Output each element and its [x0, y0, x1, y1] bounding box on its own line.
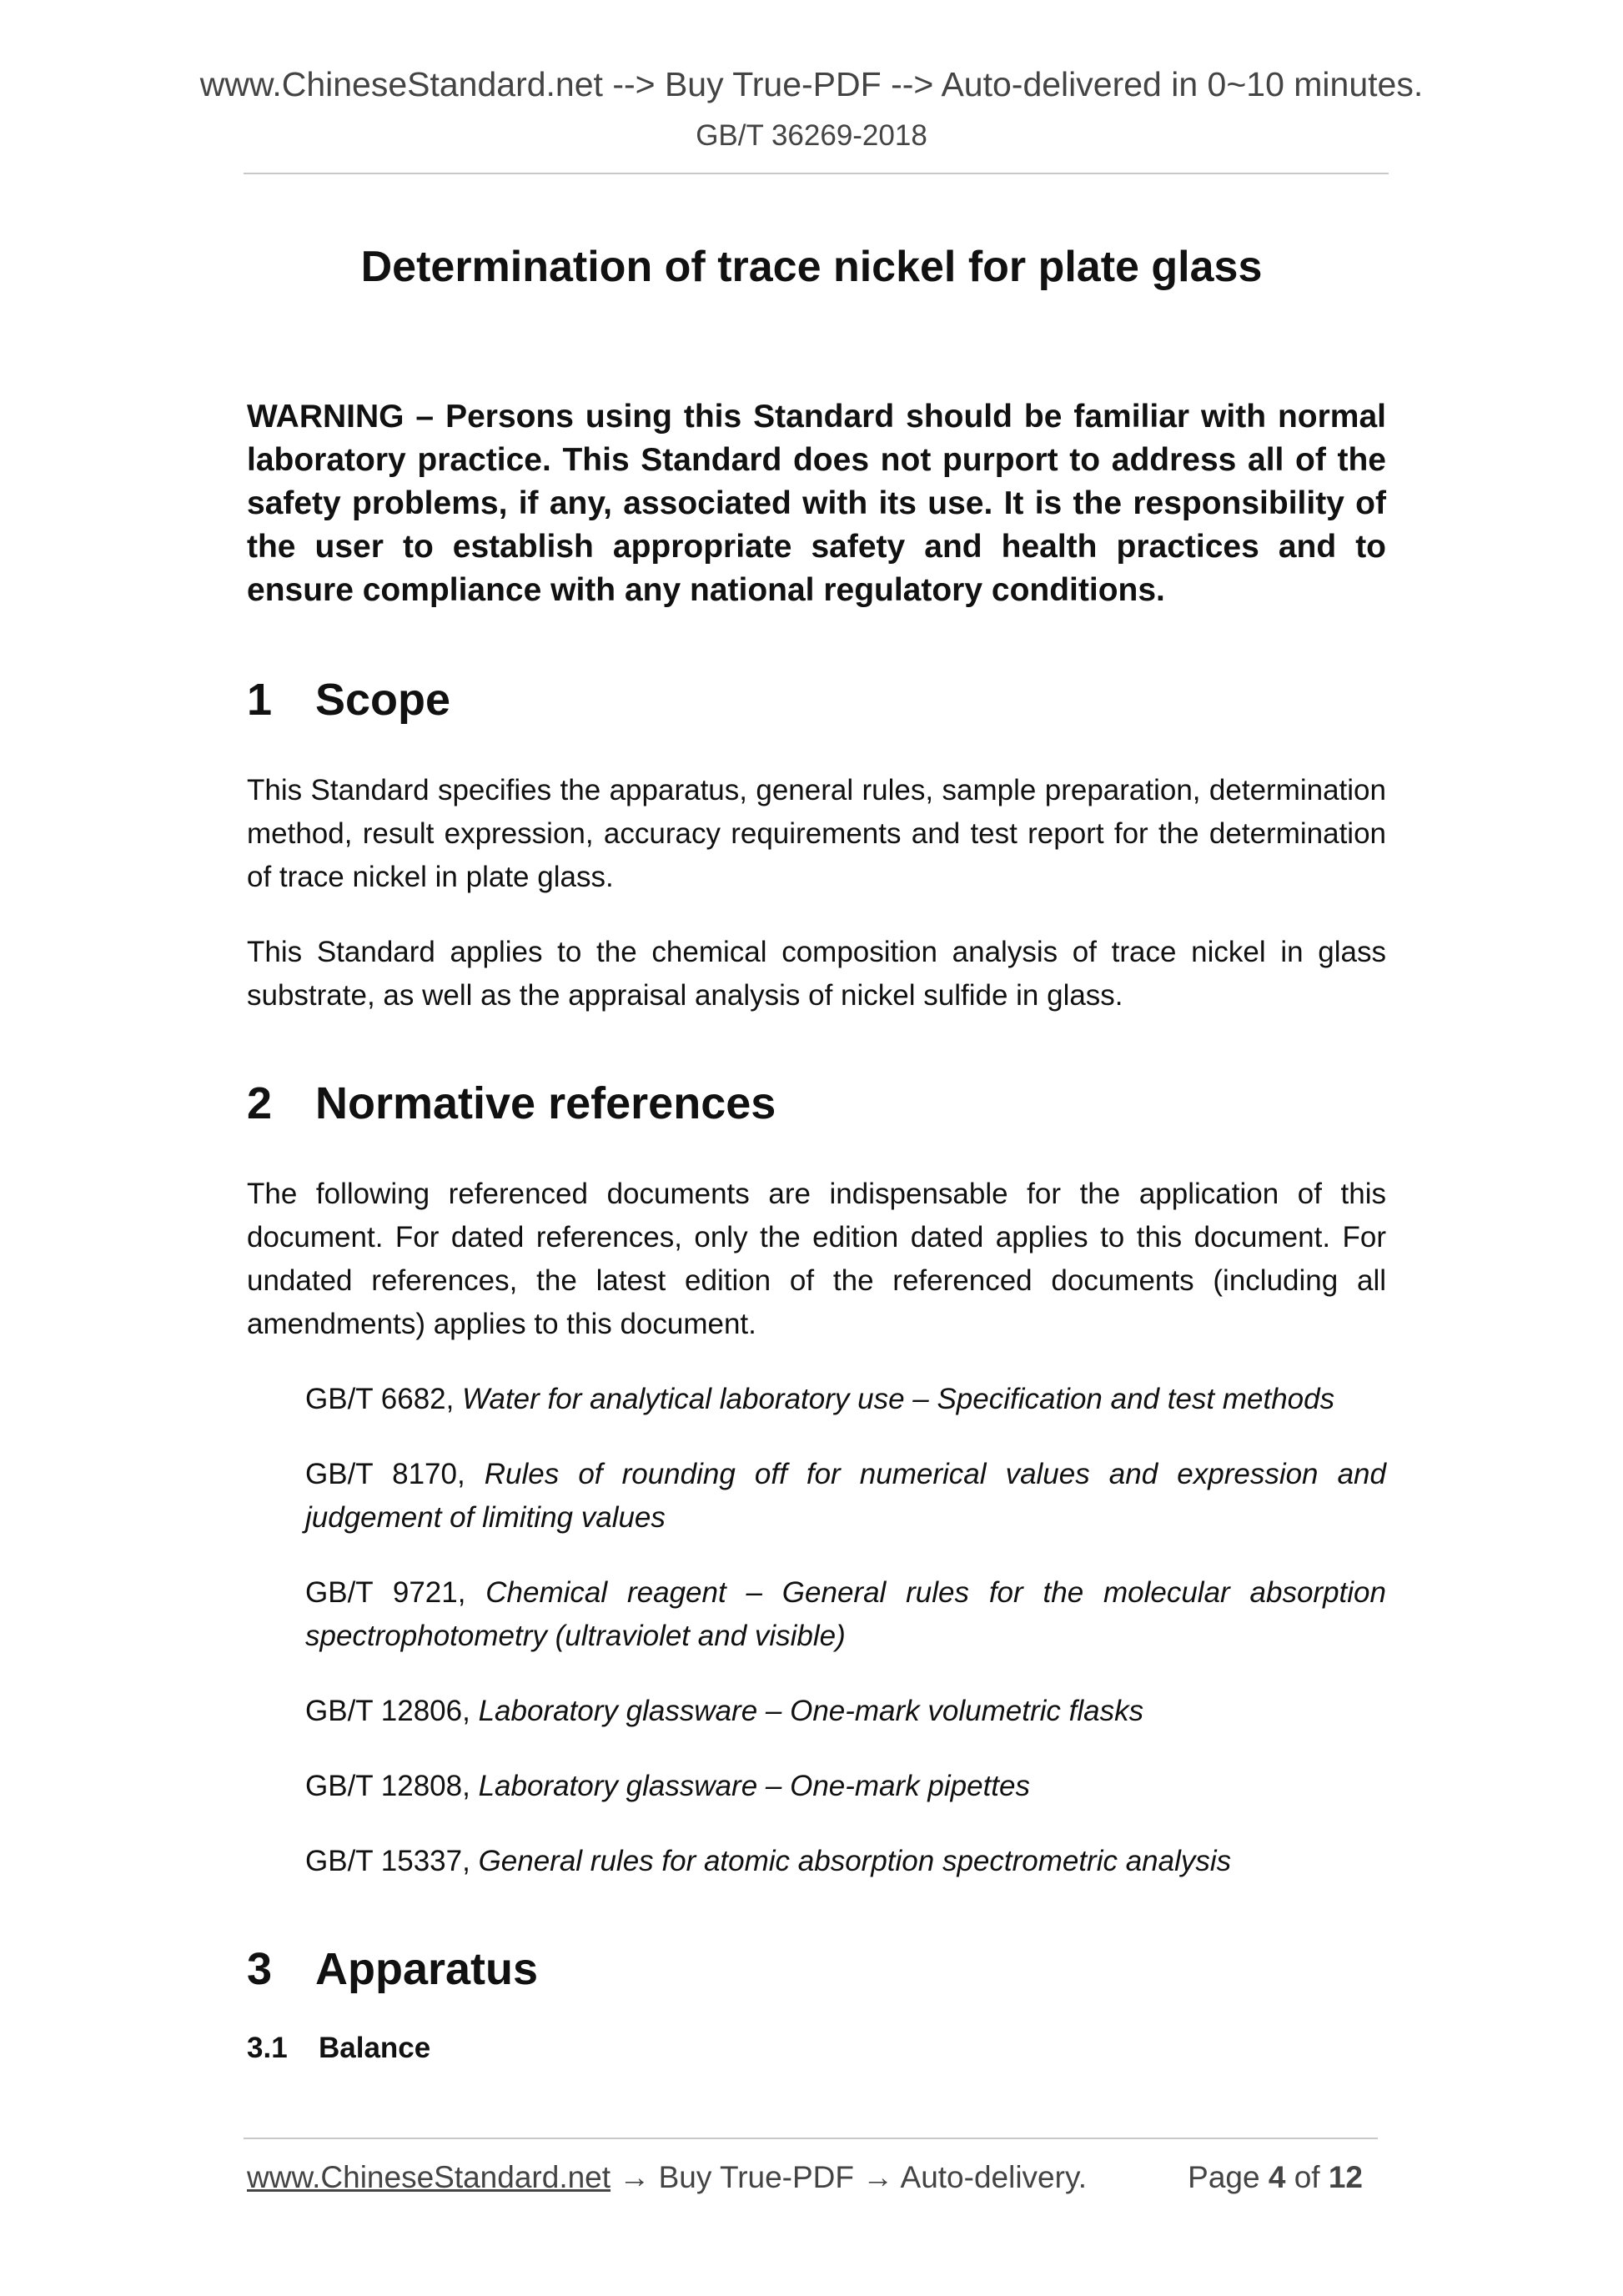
reference-item: [305, 1765, 1386, 1808]
page-current: 4: [1268, 2160, 1286, 2194]
section-heading-scope: [247, 674, 1386, 726]
section-title: Apparatus: [315, 1944, 539, 1994]
reference-item: [305, 1571, 1386, 1658]
scope-paragraph-1: This Standard specifies the apparatus, general rules, sample preparation, determination method, result expression, accuracy requirements and test report for the determination of trace nickel in plate glass.: [247, 774, 1386, 893]
footer-site-link[interactable]: www.ChineseStandard.net: [247, 2160, 611, 2194]
page-footer: [247, 2160, 1381, 2195]
subsection-title: Balance: [319, 2032, 431, 2064]
section-number: 2: [247, 1078, 273, 1128]
section-title: Normative references: [315, 1078, 776, 1128]
reference-item: [305, 1690, 1386, 1733]
reference-item: [305, 1840, 1386, 1883]
footer-promo-text: → Buy True-PDF → Auto-delivery.: [611, 2160, 1087, 2194]
reference-title: Rules of rounding off for numerical values and expression and judgement of limiting values: [305, 1458, 1386, 1534]
reference-code: GB/T 12806,: [305, 1695, 470, 1727]
page-of: of: [1294, 2160, 1320, 2194]
section-heading-apparatus: [247, 1943, 1386, 1995]
reference-title: Laboratory glassware – One-mark volumetric flasks: [478, 1695, 1144, 1727]
reference-item: [305, 1378, 1386, 1421]
reference-item: [305, 1453, 1386, 1540]
reference-code: GB/T 6682,: [305, 1383, 455, 1415]
footer-divider: [244, 2138, 1378, 2139]
reference-title: General rules for atomic absorption spectrometric analysis: [478, 1845, 1232, 1877]
page-label: Page: [1188, 2160, 1260, 2194]
reference-title: Laboratory glassware – One-mark pipettes: [478, 1770, 1030, 1802]
scope-paragraph-2: This Standard applies to the chemical composition analysis of trace nickel in glass substrate, as well as the appraisal analysis of nickel sulfide in glass.: [247, 936, 1386, 1012]
section-number: 3: [247, 1944, 273, 1994]
reference-code: GB/T 15337,: [305, 1845, 470, 1877]
section-heading-normative-references: [247, 1078, 1386, 1129]
subsection-heading-balance: [247, 2032, 1386, 2065]
page-total: 12: [1328, 2160, 1363, 2194]
reference-title: Water for analytical laboratory use – Specification and test methods: [462, 1383, 1335, 1415]
reference-title: Chemical reagent – General rules for the molecular absorption spectrophotometry (ultraviolet and visible): [305, 1576, 1386, 1652]
document-title: Determination of trace nickel for plate glass: [360, 243, 1263, 291]
document-body: [247, 395, 1386, 2065]
standard-code: GB/T 36269-2018: [696, 119, 927, 152]
section-number: 1: [247, 675, 273, 725]
section-title: Scope: [315, 675, 451, 725]
normative-intro-paragraph: The following referenced documents are indispensable for the application of this document. For dated references, only the edition dated applies to this document. For undated references, the latest edition of the referenced documents (including all amendments) applies to this document.: [247, 1178, 1386, 1340]
reference-code: GB/T 8170,: [305, 1458, 465, 1490]
reference-code: GB/T 12808,: [305, 1770, 470, 1802]
reference-code: GB/T 9721,: [305, 1576, 466, 1609]
warning-paragraph: WARNING – Persons using this Standard should be familiar with normal laboratory practice. This Standard does not purport to address all of the safety problems, if any, associated with its use. It is the responsibility of the user to establish appropriate safety and health practices and to ensure compliance with any national regulatory conditions.: [247, 399, 1386, 608]
subsection-number: 3.1: [247, 2032, 288, 2064]
header-banner: www.ChineseStandard.net --> Buy True-PDF --> Auto-delivered in 0~10 minutes.: [199, 65, 1424, 103]
page-indicator: [1188, 2160, 1363, 2195]
footer-promo: [247, 2160, 1087, 2195]
header-divider: [244, 173, 1389, 174]
